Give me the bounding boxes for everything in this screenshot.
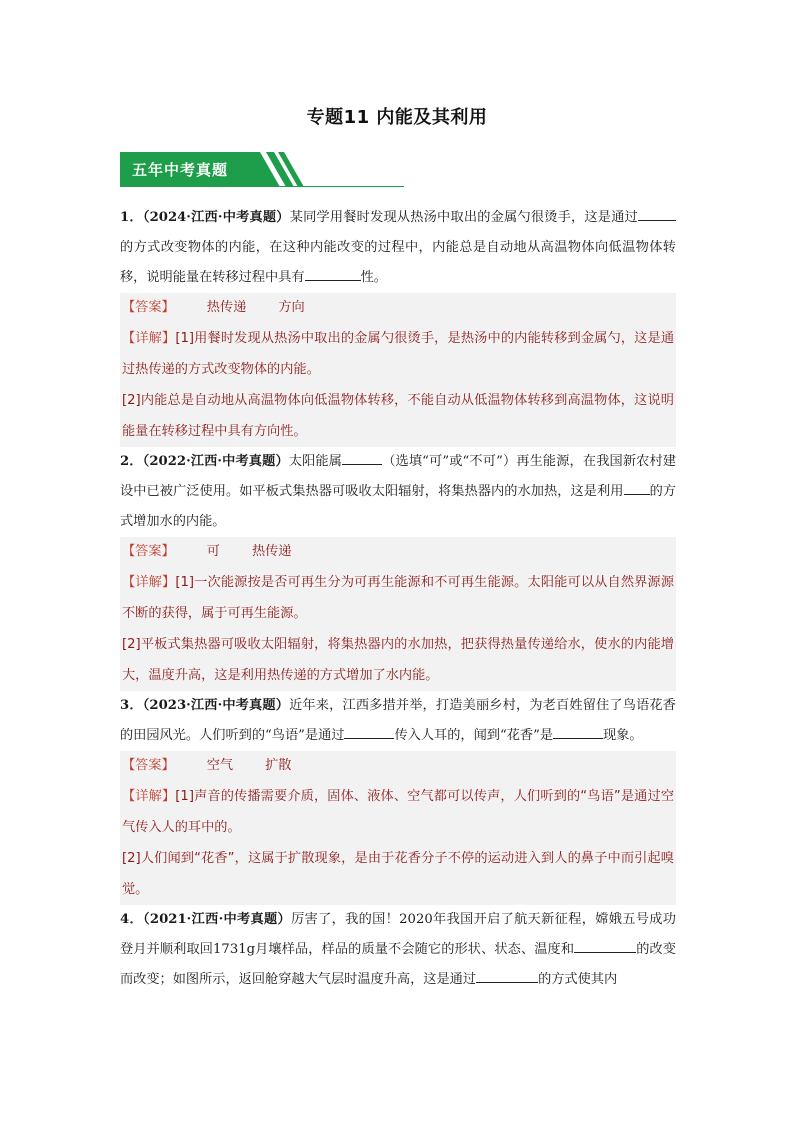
detail-text: [1]用餐时发现从热汤中取出的金属勺很烫手，是热汤中的内能转移到金属勺，这是通过热传递的方式改变物体的内能。 — [122, 331, 675, 377]
question-2 — [120, 447, 676, 537]
answer-value: 热传递 — [206, 300, 247, 315]
detail-text: [1]一次能源按是否可再生分为可再生能源和不可再生能源。太阳能可以从自然界源源不断的获得，属于可再生能源。 — [122, 575, 675, 621]
question-text: （选填“可”或“不可”）再生能源，在我国新农村建设中已被广泛使用。如平板式集热器可吸收太阳辐射，将集热器内的水加热，这是利用 — [120, 454, 676, 499]
detail-paragraph: [2]人们闻到“花香”，这属于扩散现象，是由于花香分子不停的运动进入到人的鼻子中而引起嗅觉。 — [122, 851, 674, 897]
answer-value: 扩散 — [265, 758, 292, 773]
detail-paragraph: [2]平板式集热器可吸收太阳辐射，将集热器内的水加热，把获得热量传递给水，使水的内能增大，温度升高，这是利用热传递的方式增加了水内能。 — [122, 637, 674, 683]
question-text: 的方式增加水的内能。 — [120, 484, 676, 529]
question-number: 1． — [120, 210, 143, 225]
answer-line — [122, 751, 674, 781]
detail-paragraph — [122, 781, 674, 843]
answer-blank — [342, 450, 382, 465]
answer-blank — [574, 938, 636, 953]
questions-content — [120, 203, 676, 995]
answer-tag: 【答案】 — [122, 544, 175, 559]
question-4 — [120, 905, 676, 995]
answer-blank — [624, 480, 650, 495]
question-text: 的方式使其内 — [538, 972, 618, 987]
question-source: （2023·江西·中考真题） — [142, 698, 290, 713]
answer-blank — [305, 266, 361, 281]
detail-paragraph — [122, 323, 674, 385]
question-text: 性。 — [360, 270, 387, 285]
page-title: 专题11 内能及其利用 — [306, 107, 488, 128]
detail-tag: 【详解】 — [122, 331, 176, 346]
question-text: 的改变而改变；如图所示，返回舱穿越大气层时温度升高，这是通过 — [120, 942, 676, 987]
answer-line — [122, 537, 674, 567]
question-source: （2021·江西·中考真题） — [143, 912, 292, 927]
answer-block-2 — [120, 537, 676, 691]
detail-tag: 【详解】 — [122, 575, 176, 590]
question-text: 的方式改变物体的内能，在这种内能改变的过程中，内能总是自动地从高温物体向低温物体转移，说明能量在转移过程中具有 — [120, 240, 676, 285]
question-3 — [120, 691, 676, 751]
question-text: 太阳能属 — [288, 454, 343, 469]
detail-text: [1]声音的传播需要介质，固体、液体、空气都可以传声，人们听到的“鸟语”是通过空气传入人的耳中的。 — [122, 789, 675, 835]
answer-value: 方向 — [278, 300, 305, 315]
answer-blank — [638, 206, 676, 221]
answer-blank — [553, 724, 603, 739]
detail-paragraph: [2]内能总是自动地从高温物体向低温物体转移，不能自动从低温物体转移到高温物体，这说明能量在转移过程中具有方向性。 — [122, 393, 674, 439]
question-text: 某同学用餐时发现从热汤中取出的金属勺很烫手，这是通过 — [289, 210, 639, 225]
answer-block-1 — [120, 293, 676, 447]
answer-value: 空气 — [206, 758, 234, 773]
answer-tag: 【答案】 — [122, 300, 175, 315]
answer-block-3 — [120, 751, 676, 905]
question-number: 2． — [120, 454, 143, 469]
question-text: 传入人耳的，闻到“花香”是 — [394, 728, 554, 743]
answer-value: 可 — [206, 544, 220, 559]
question-1 — [120, 203, 676, 293]
answer-value: 热传递 — [251, 544, 292, 559]
question-number: 4． — [120, 912, 144, 927]
question-text: 现象。 — [603, 728, 643, 743]
question-text: 近年来，江西多措并举，打造美丽乡村，为老百姓留住了鸟语花香的田园风光。人们听到的“鸟语”是通过 — [120, 698, 676, 743]
question-number: 3． — [120, 698, 143, 713]
question-text: 厉害了，我的国！2020年我国开启了航天新征程，嫦娥五号成功登月并顺利取回1731g月壤样品，样品的质量不会随它的形状、状态、温度和 — [120, 912, 676, 957]
question-source: （2024·江西·中考真题） — [142, 210, 290, 225]
detail-tag: 【详解】 — [122, 789, 176, 804]
section-banner-label: 五年中考真题 — [132, 161, 229, 179]
answer-line — [122, 293, 674, 323]
question-source: （2022·江西·中考真题） — [142, 454, 289, 469]
answer-blank — [344, 724, 394, 739]
answer-blank — [476, 968, 538, 983]
detail-paragraph — [122, 567, 674, 629]
section-banner — [120, 152, 404, 187]
answer-tag: 【答案】 — [122, 758, 175, 773]
